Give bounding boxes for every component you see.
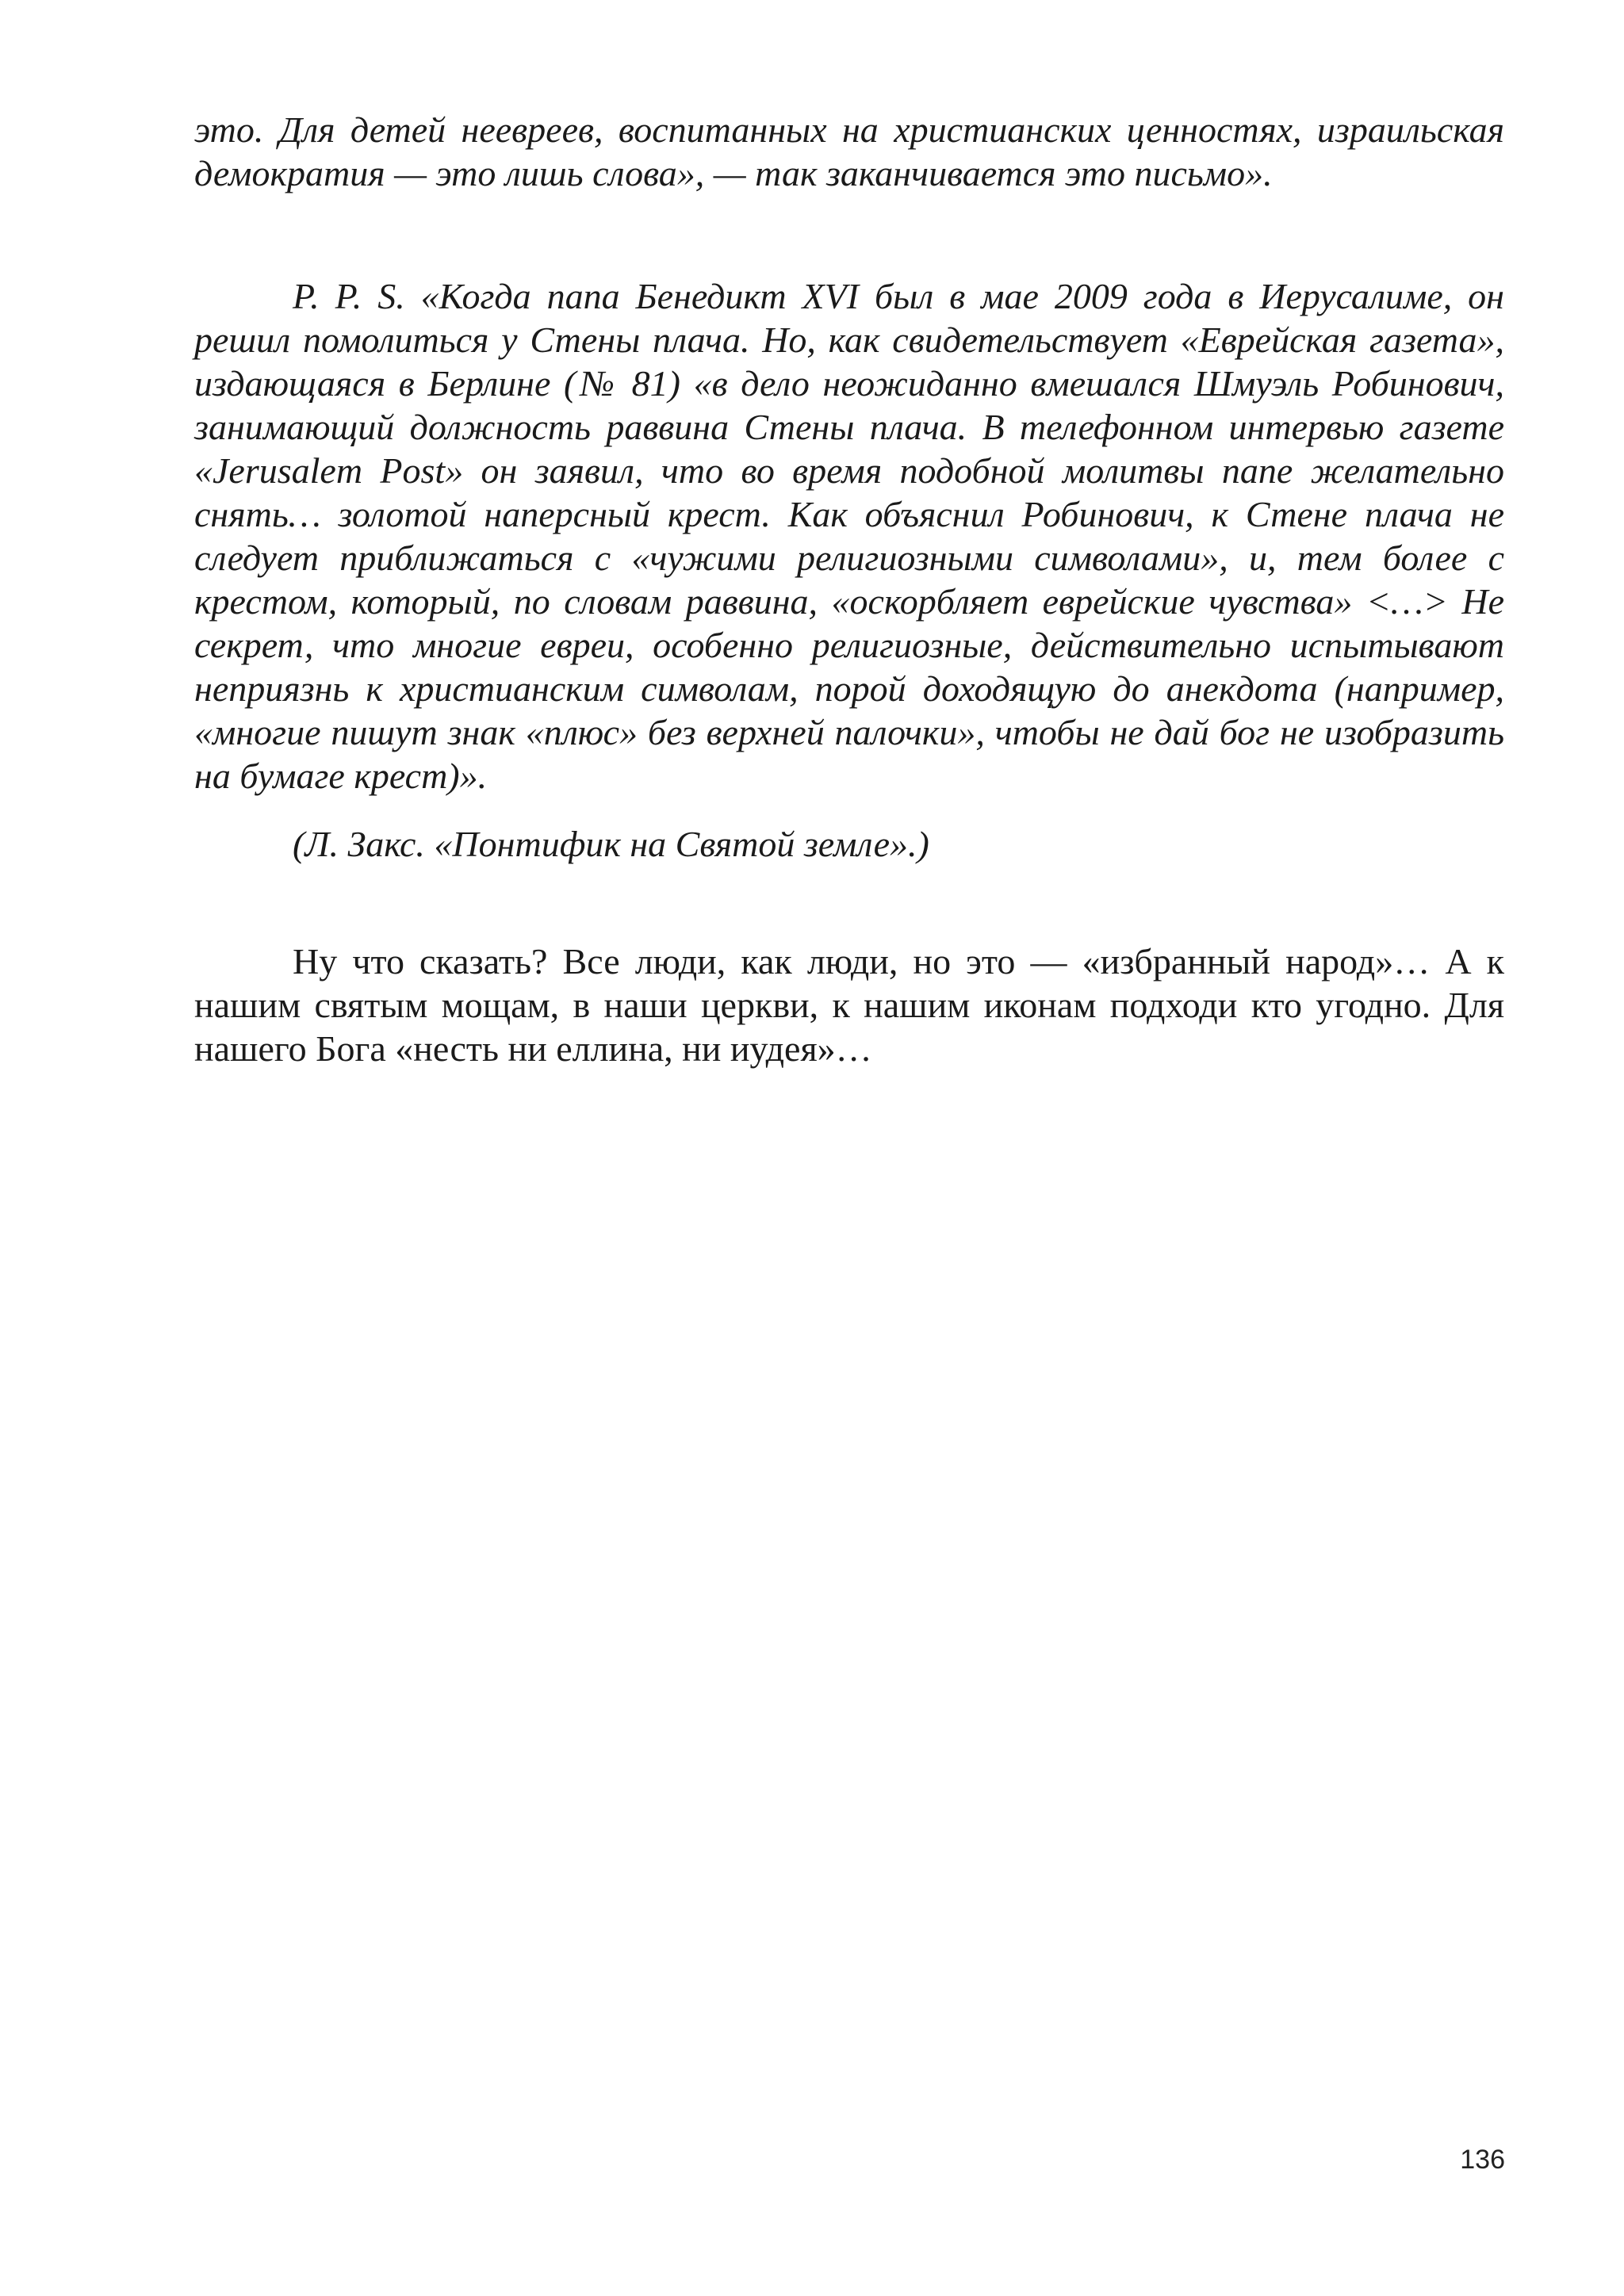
- paragraph-pps-quote: P. P. S. «Когда папа Бенедикт XVI был в мае 2009 года в Иерусалиме, он решил помолиться у Стены плача. Но, как свидетельствует «Еврейская газета», издающаяся в Берлине (№ 81) «в дело неожиданно вмешался Шмуэль Робинович, занимающий должность раввина Стены плача. В телефонном интервью газете «Jerusalem Post» он заявил, что во время подобной молитвы папе желательно снять… золотой наперсный крест. Как объяснил Робинович, к Стене плача не следует приближаться с «чужими религиозными символами», и, тем более с крестом, который, по словам раввина, «оскорбляет еврейские чувства» <…> Не секрет, что многие евреи, особенно религиозные, действительно испытывают неприязнь к христианским символам, порой доходящую до анекдота (например, «многие пишут знак «плюс» без верхней палочки», чтобы не дай бог не изобразить на бумаге крест)».: [194, 276, 1504, 796]
- paragraph-letter-ending: это. Для детей неевреев, воспитанных на христианских ценностях, израильская демократия — это лишь слова», — так заканчивается это письмо».: [194, 109, 1504, 193]
- paragraph-citation: (Л. Закс. «Понтифик на Святой земле».): [293, 824, 929, 864]
- page-number: 136: [1460, 2145, 1505, 2175]
- paragraph-conclusion: Ну что сказать? Все люди, как люди, но это — «избранный народ»… А к нашим святым мощам, в наши церкви, к нашим иконам подходи кто угодно. Для нашего Бога «несть ни еллина, ни иудея»…: [194, 941, 1504, 1069]
